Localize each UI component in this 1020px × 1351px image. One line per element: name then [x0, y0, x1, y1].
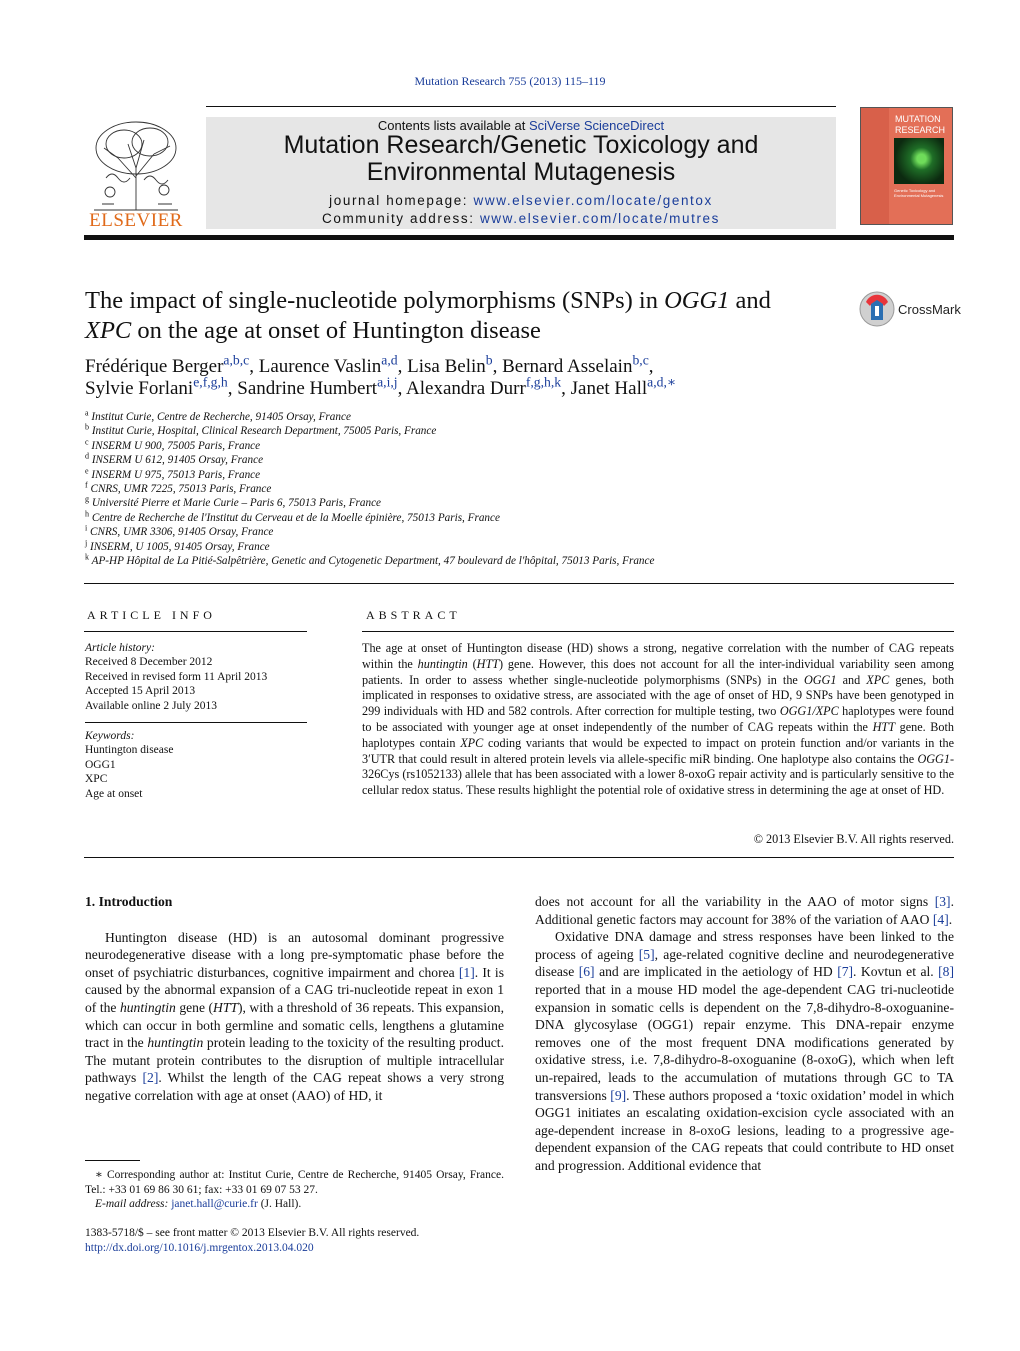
gene-name: OGG1	[917, 751, 950, 766]
citation-link[interactable]: [9]	[610, 1087, 627, 1103]
citation-link[interactable]: [6]	[578, 964, 595, 980]
gene-name: huntingtin	[119, 999, 176, 1015]
abstract-heading: ABSTRACT	[366, 608, 461, 622]
affiliation	[85, 511, 945, 525]
history-item: Received 8 December 2012	[85, 656, 213, 669]
gene-name: XPC	[866, 672, 890, 687]
affiliation-text: INSERM U 900, 75005 Paris, France	[91, 439, 261, 452]
affiliation-key: f	[85, 480, 88, 490]
author-name: Sylvie Forlani$^{e,f,g,h}$,	[85, 374, 238, 399]
elsevier-tree-icon	[84, 118, 188, 214]
affiliation-key: h	[85, 509, 90, 519]
affiliation-key: e	[85, 465, 89, 475]
keyword: XPC	[85, 773, 108, 786]
affiliation-text: INSERM, U 1005, 91405 Orsay, France	[90, 540, 270, 553]
citation-link[interactable]: [2]	[142, 1070, 159, 1086]
author-affiliation-marks[interactable]: b,c	[632, 352, 649, 368]
article-info-heading: ARTICLE INFO	[87, 608, 216, 622]
abstract-copyright: © 2013 Elsevier B.V. All rights reserved.	[753, 832, 954, 846]
citation-link[interactable]: [7]	[837, 964, 854, 980]
doi-link[interactable]: http://dx.doi.org/10.1016/j.mrgentox.2013.04.020	[85, 1241, 314, 1254]
corresponding-footnote: ∗ Corresponding author at: Institut Curie, Centre de Recherche, 91405 Orsay, France. Tel.: +33 01 69 86 30 61; fax: +33 01 69 07 53 27. E-mail address: janet.hall@curie.fr (J. Hall).	[85, 1169, 504, 1211]
affiliation-key: i	[85, 523, 88, 533]
homepage-link[interactable]: www.elsevier.com/locate/gentox	[473, 193, 713, 208]
affiliation-key: g	[85, 494, 90, 504]
paragraph: does not account for all the variability in the AAO of motor signs [3]. Additional genetic factors may account for 38% of the variation of AAO [4].	[535, 894, 954, 927]
citation-link[interactable]: [8]	[938, 964, 955, 980]
affiliation	[85, 537, 945, 554]
affiliation-text: Institut Curie, Hospital, Clinical Research Department, 75005 Paris, France	[91, 425, 437, 438]
author-name: Lisa Belin$^b$,	[407, 352, 503, 377]
affiliation-key: c	[85, 437, 89, 447]
affiliation-key: b	[85, 422, 90, 432]
affiliation	[85, 525, 945, 539]
sciencedirect-link[interactable]: SciVerse ScienceDirect	[528, 118, 665, 133]
affiliation	[85, 453, 945, 467]
affiliation	[85, 482, 945, 496]
journal-homepage: journal homepage: www.elsevier.com/locate/gentox Community address: www.elsevier.com/locate/mutres	[321, 193, 721, 226]
author-name: Laurence Vaslin$^{a,d}$,	[258, 352, 408, 377]
affiliation-list	[85, 410, 945, 568]
publisher-wordmark: ELSEVIER	[89, 210, 183, 231]
journal-title: Mutation Research/Genetic Toxicology and Environmental Mutagenesis	[283, 131, 759, 186]
article-title: The impact of single-nucleotide polymorphisms (SNPs) in OGG1 and XPC on the age at onset of Huntington disease	[85, 287, 771, 344]
affiliation-text: Centre de Recherche de l'Institut du Cerveau et de la Moelle épinière, 75013 Paris, France	[91, 511, 500, 524]
abstract-text: The age at onset of Huntington disease (HD) shows a strong, negative correlation with the number of CAG repeats within the huntingtin (HTT) gene. However, this does not account for all the inter-individual variability seen among patients. In order to assess whether single-nucleotide polymorphisms (SNPs) in the OGG1 and XPC genes, both implicated in responses to oxidative stress, are associated with the age of onset of HD, 9 SNPs have been genotyped in 299 individuals with HD and 582 controls. After correction for multiple testing, two OGG1/XPC haplotypes were found to be associated with younger age at onset independently of the number of CAG repeats within the HTT gene. Both haplotypes contain XPC coding variants that would be expected to impact on protein function and/or variants in the 3′UTR that could result in altered protein levels via allele-specific miR binding. One haplotype also contains the OGG1-326Cys (rs1052133) allele that has been associated with a lower 8-oxoG repair activity and is particularly sensitive to the cellular redox status. These results highlight the potential role of oxidative stress in determining the age at onset of HD.	[362, 641, 955, 798]
journal-reference[interactable]: Mutation Research 755 (2013) 115–119	[414, 74, 606, 88]
author-name: Bernard Asselain$^{b,c}$,	[502, 352, 654, 377]
history-item: Accepted 15 April 2013	[85, 685, 196, 698]
affiliation-key: a	[85, 408, 89, 418]
cover-image	[894, 138, 944, 184]
affiliation-text: INSERM U 975, 75013 Paris, France	[91, 468, 261, 481]
crossmark-badge[interactable]: CrossMark	[858, 290, 958, 330]
citation-link[interactable]: [5]	[638, 946, 655, 962]
email-link[interactable]: janet.hall@curie.fr	[171, 1198, 258, 1211]
gene-name: huntingtin	[147, 1035, 204, 1051]
keyword: Huntington disease	[85, 744, 174, 757]
journal-cover[interactable]: MUTATION RESEARCH Genetic Toxicology and Environmental Mutagenesis	[860, 107, 953, 225]
affiliation-text: AP-HP Hôpital de La Pitié-Salpêtrière, Genetic and Cytogenetic Department, 47 boulevard de l'hôpital, 75013 Paris, France	[91, 555, 655, 568]
section-heading: 1. Introduction	[85, 894, 173, 909]
affiliation-text: CNRS, UMR 7225, 75013 Paris, France	[90, 483, 272, 496]
history-item: Received in revised form 11 April 2013	[85, 670, 268, 683]
author-affiliation-marks[interactable]: a,b,c	[223, 352, 250, 368]
affiliation	[85, 439, 945, 453]
citation-link[interactable]: [4]	[932, 911, 949, 927]
author-name: Frédérique Berger$^{a,b,c}$,	[85, 352, 259, 377]
history-item: Available online 2 July 2013	[85, 699, 218, 712]
author-affiliation-marks[interactable]: a,d,∗	[647, 374, 677, 390]
author-affiliation-marks[interactable]: e,f,g,h	[193, 374, 228, 390]
body-right-column	[535, 893, 954, 1175]
community-link[interactable]: www.elsevier.com/locate/mutres	[479, 211, 721, 226]
author-list	[85, 352, 945, 400]
gene-name: HTT	[213, 999, 238, 1015]
keyword: Age at onset	[85, 787, 143, 800]
affiliation	[85, 496, 945, 510]
article-info	[85, 637, 307, 801]
author-name: Alexandra Durr$^{f,g,h,k}$,	[406, 374, 571, 399]
author-affiliation-marks[interactable]: a,i,j	[377, 374, 398, 390]
gene-name: XPC	[460, 735, 484, 750]
affiliation	[85, 554, 945, 568]
elsevier-logo	[84, 118, 188, 230]
history-label: Article history:	[85, 642, 155, 654]
author-affiliation-marks[interactable]: b	[485, 352, 493, 368]
contents-line: Contents lists available at SciVerse ScienceDirect	[377, 118, 665, 133]
affiliation	[85, 465, 945, 482]
gene-name: OGG1/XPC	[779, 704, 839, 719]
gene-name: OGG1	[803, 672, 837, 687]
affiliation-text: CNRS, UMR 3306, 91405 Orsay, France	[90, 526, 274, 539]
gene-name: HTT	[872, 719, 895, 734]
affiliation-key: k	[85, 552, 90, 562]
gene-name: huntingtin	[417, 656, 468, 671]
citation-link[interactable]: [1]	[458, 964, 475, 980]
affiliation-key: j	[85, 537, 88, 547]
author-name: Sandrine Humbert$^{a,i,j}$,	[237, 374, 407, 399]
affiliation-text: Institut Curie, Centre de Recherche, 91405 Orsay, France	[91, 411, 351, 423]
paragraph: Oxidative DNA damage and stress responses have been linked to the process of ageing [5], age-related cognitive decline and neurodegenerative disease [6] and are implicated in the aetiology of HD [7]. Kovtun et al. [8] reported that in a mouse HD model the age-dependent CAG tri-nucleotide expansion in somatic cells is dependent on the 7,8-dihydro-8-oxoguanine-DNA glycosylase (OGG1) repair enzyme. This DNA-repair enzyme removes one of the most frequent DNA modifications generated by oxidative stress, i.e. 7,8-dihydro-8-oxoguanine (8-oxoG), which when left un-repaired, leads to the accumulation of mutations through GC to TA transversions [9]. These authors proposed a ‘toxic oxidation’ model in which OGG1 initiates an escalating oxidation-excision cycle associated with an age-dependent increase in 8-oxoG lesions, leading to a progressive age-dependent expansion of the CAG repeats that could contribute to HD onset and progression. Additional evidence that	[535, 929, 955, 1173]
affiliation-text: INSERM U 612, 91405 Orsay, France	[91, 454, 264, 467]
gene-name: HTT	[476, 656, 499, 671]
citation-link[interactable]: [3]	[934, 894, 951, 909]
body-left-column	[85, 893, 504, 1105]
affiliation-text: Université Pierre et Marie Curie – Paris 6, 75013 Paris, France	[91, 497, 382, 510]
affiliation-key: d	[85, 451, 90, 461]
author-affiliation-marks[interactable]: f,g,h,k	[525, 374, 562, 390]
keywords-label: Keywords:	[85, 730, 135, 743]
author-affiliation-marks[interactable]: a,d	[381, 352, 398, 368]
front-matter: 1383-5718/$ – see front matter © 2013 Elsevier B.V. All rights reserved. http://dx.doi.org/10.1016/j.mrgentox.2013.04.020	[85, 1226, 504, 1255]
author-name: Janet Hall$^{a,d,∗}$	[570, 374, 677, 399]
paragraph: Huntington disease (HD) is an autosomal dominant progressive neurodegenerative disease with a long pre-symptomatic phase before the onset of psychiatric disturbances, cognitive impairment and chorea [1]. It is caused by the abnormal expansion of a CAG tri-nucleotide repeat in exon 1 of the huntingtin gene (HTT), with a threshold of 36 repeats. This expansion, which can occur in both germline and somatic cells, lengthens a glutamine tract in the huntingtin protein leading to the toxicity of the resulting product. The mutant protein contributes to the disruption of multiple intracellular pathways [2]. Whilst the length of the CAG repeat shows a very strong negative correlation with age at onset (AAO) of HD, it	[85, 929, 504, 1103]
affiliation	[85, 410, 945, 424]
affiliation	[85, 424, 945, 438]
crossmark-icon	[858, 290, 896, 328]
keyword: OGG1	[85, 758, 116, 771]
